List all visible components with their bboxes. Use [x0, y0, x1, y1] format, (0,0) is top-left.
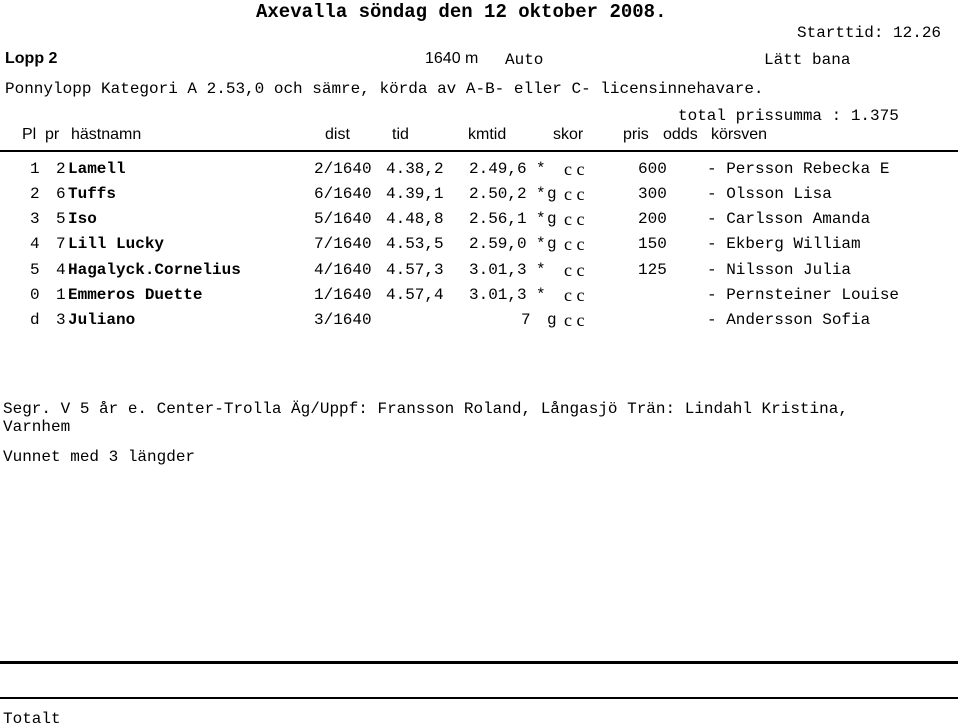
cell-flag: * [536, 160, 546, 178]
table-row [0, 186, 960, 206]
cell-g: g [547, 185, 557, 203]
start-method: Auto [505, 51, 544, 69]
cell-placement: 3 [30, 210, 40, 228]
cell-g: g [547, 311, 557, 329]
cell-g: g [547, 210, 557, 228]
cell-post: 6 [56, 185, 66, 203]
total-prize: total prissumma : 1.375 [678, 107, 899, 125]
page-title: Axevalla söndag den 12 oktober 2008. [256, 1, 667, 23]
cell-g: g [547, 235, 557, 253]
race-number: Lopp 2 [5, 50, 58, 67]
winning-margin: Vunnet med 3 längder [3, 448, 196, 466]
table-row [0, 287, 960, 307]
cell-driver: - Persson Rebecka E [707, 160, 890, 178]
cell-placement: d [30, 311, 40, 329]
cell-driver: - Nilsson Julia [707, 261, 852, 279]
winner-info: Segr. V 5 år e. Center-Trolla Äg/Uppf: Fransson Roland, Långasjö Trän: Lindahl Kristina, [3, 400, 848, 418]
cell-time: 4.57,3 [386, 261, 444, 279]
cell-dist: 4/1640 [314, 261, 372, 279]
cell-prize: 600 [638, 160, 667, 178]
col-pl: Pl [22, 126, 37, 143]
col-dist: dist [325, 126, 350, 143]
cell-prize: 200 [638, 210, 667, 228]
table-row [0, 236, 960, 256]
cell-driver: - Pernsteiner Louise [707, 286, 900, 304]
table-row [0, 211, 960, 231]
cell-kmtime: 2.59,0 [469, 235, 527, 253]
table-row [0, 312, 960, 332]
cell-driver: - Andersson Sofia [707, 311, 871, 329]
footer-divider [0, 661, 958, 664]
col-kmtid: kmtid [468, 126, 507, 143]
cell-post: 5 [56, 210, 66, 228]
cell-post: 1 [56, 286, 66, 304]
cell-prize: 125 [638, 261, 667, 279]
cell-dist: 6/1640 [314, 185, 372, 203]
race-distance: 1640 m [425, 50, 479, 67]
cell-flag: * [536, 286, 546, 304]
cell-placement: 2 [30, 185, 40, 203]
cell-flag: * [536, 185, 546, 203]
cell-time: 4.57,4 [386, 286, 444, 304]
total-label: Totalt [3, 710, 61, 728]
col-pr: pr [45, 126, 60, 143]
cell-time: 4.53,5 [386, 235, 444, 253]
cell-kmtime: 2.50,2 [469, 185, 527, 203]
cell-time: 4.39,1 [386, 185, 444, 203]
cell-flag: * [536, 235, 546, 253]
footer-divider-lower [0, 697, 958, 699]
cell-shoes: c c [564, 285, 585, 305]
cell-kmtime: 3.01,3 [469, 286, 527, 304]
col-pris: pris [623, 126, 649, 143]
cell-horse: Hagalyck.Cornelius [68, 261, 241, 279]
cell-driver: - Ekberg William [707, 235, 861, 253]
cell-prize: 300 [638, 185, 667, 203]
cell-kmtime: 3.01,3 [469, 261, 527, 279]
cell-time: 4.48,8 [386, 210, 444, 228]
cell-flag: * [536, 261, 546, 279]
cell-shoes: c c [564, 234, 585, 254]
col-horse: hästnamn [71, 126, 142, 143]
cell-horse: Lamell [68, 160, 126, 178]
cell-shoes: c c [564, 260, 585, 280]
col-driver: körsven [711, 126, 768, 143]
cell-flag: * [536, 210, 546, 228]
col-skor: skor [553, 126, 584, 143]
cell-horse: Tuffs [68, 185, 117, 203]
cell-dist: 5/1640 [314, 210, 372, 228]
cell-post: 2 [56, 160, 66, 178]
cell-driver: - Olsson Lisa [707, 185, 832, 203]
header-divider [0, 150, 958, 152]
cell-driver: - Carlsson Amanda [707, 210, 871, 228]
cell-horse: Iso [68, 210, 97, 228]
col-odds: odds [663, 126, 698, 143]
cell-placement: 4 [30, 235, 40, 253]
cell-post: 4 [56, 261, 66, 279]
cell-shoes: c c [564, 159, 585, 179]
cell-dist: 1/1640 [314, 286, 372, 304]
cell-horse: Juliano [68, 311, 136, 329]
race-conditions: Ponnylopp Kategori A 2.53,0 och sämre, körda av A-B- eller C- licensinnehavare. [5, 80, 764, 98]
table-row [0, 161, 960, 181]
cell-horse: Emmeros Duette [68, 286, 203, 304]
col-tid: tid [392, 126, 409, 143]
cell-kmtime: 2.56,1 [469, 210, 527, 228]
cell-kmtime: 7 [521, 311, 531, 329]
cell-kmtime: 2.49,6 [469, 160, 527, 178]
cell-dist: 7/1640 [314, 235, 372, 253]
track-condition: Lätt bana [764, 51, 851, 69]
cell-dist: 2/1640 [314, 160, 372, 178]
cell-post: 3 [56, 311, 66, 329]
start-time: Starttid: 12.26 [797, 24, 942, 42]
cell-placement: 0 [30, 286, 40, 304]
cell-shoes: c c [564, 209, 585, 229]
cell-dist: 3/1640 [314, 311, 372, 329]
cell-placement: 1 [30, 160, 40, 178]
cell-placement: 5 [30, 261, 40, 279]
cell-post: 7 [56, 235, 66, 253]
winner-info-continued: Varnhem [3, 418, 71, 436]
cell-shoes: c c [564, 184, 585, 204]
cell-shoes: c c [564, 310, 585, 330]
cell-horse: Lill Lucky [68, 235, 165, 253]
table-row [0, 262, 960, 282]
cell-prize: 150 [638, 235, 667, 253]
cell-time: 4.38,2 [386, 160, 444, 178]
